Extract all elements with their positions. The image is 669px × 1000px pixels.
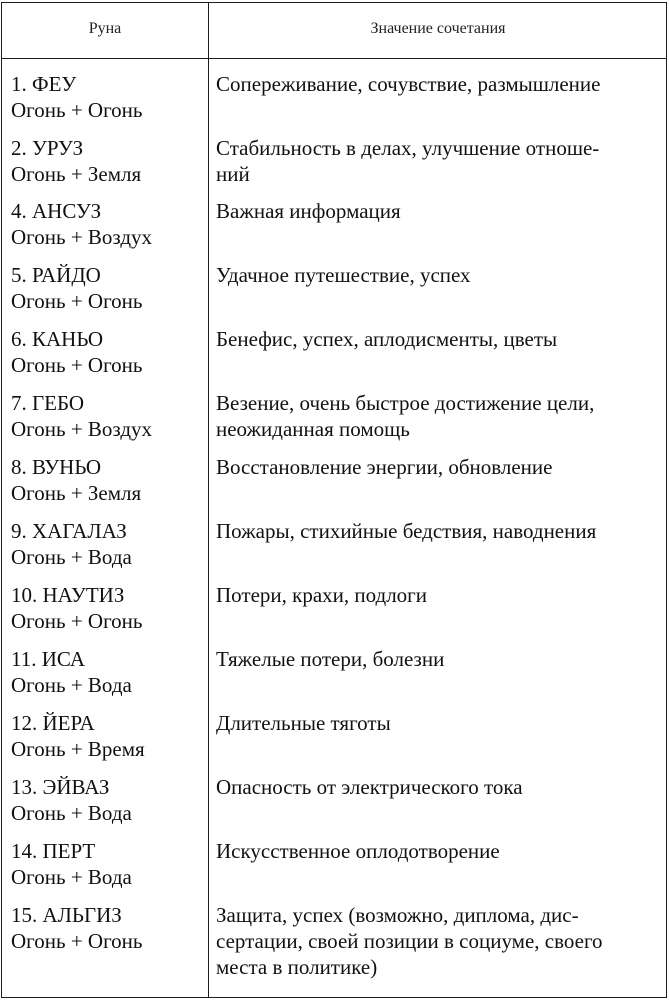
rune-cell <box>11 774 206 826</box>
table-row <box>2 518 666 582</box>
meaning-line: места в политике) <box>216 955 378 979</box>
meaning-line: Защита, успех (возможно, диплома, дис- <box>216 903 579 927</box>
table-row <box>2 710 666 774</box>
rune-name: 1. ФЕУ <box>11 72 77 96</box>
meaning-line: Сопереживание, сочувствие, размышление <box>216 72 601 96</box>
meaning-line: Тяжелые потери, болезни <box>216 647 445 671</box>
meaning-cell <box>216 774 656 800</box>
rune-elements: Огонь + Вода <box>11 673 132 697</box>
table-row <box>2 646 666 710</box>
table-row <box>2 326 666 390</box>
rune-name: 15. АЛЬГИЗ <box>11 903 122 927</box>
rune-cell <box>11 71 206 123</box>
rune-cell <box>11 646 206 698</box>
rune-name: 8. ВУНЬО <box>11 455 102 479</box>
table-header <box>2 3 666 59</box>
meaning-cell <box>216 326 656 352</box>
rune-elements: Огонь + Огонь <box>11 353 143 377</box>
rune-name: 2. УРУЗ <box>11 136 84 160</box>
table-row <box>2 838 666 902</box>
rune-elements: Огонь + Вода <box>11 545 132 569</box>
rune-elements: Огонь + Воздух <box>11 417 153 441</box>
rune-cell <box>11 454 206 506</box>
meaning-line: сертации, своей позиции в социуме, своего <box>216 929 603 953</box>
meaning-line: Важная информация <box>216 199 401 223</box>
rune-name: 12. ЙЕРА <box>11 711 95 735</box>
rune-cell <box>11 326 206 378</box>
rune-elements: Огонь + Огонь <box>11 609 143 633</box>
meaning-line: Удачное путешествие, успех <box>216 263 471 287</box>
meaning-cell <box>216 390 656 442</box>
table-row <box>2 135 666 198</box>
rune-table <box>1 2 667 998</box>
rune-name: 7. ГЕБО <box>11 391 85 415</box>
meaning-line: ний <box>216 162 250 186</box>
table-body <box>2 71 666 992</box>
table-row <box>2 390 666 454</box>
meaning-line: Пожары, стихийные бедствия, наводнения <box>216 519 597 543</box>
rune-name: 13. ЭЙВАЗ <box>11 775 110 799</box>
meaning-cell <box>216 71 656 97</box>
table-row <box>2 71 666 135</box>
rune-name: 9. ХАГАЛАЗ <box>11 519 127 543</box>
meaning-line: Восстановление энергии, обновление <box>216 455 553 479</box>
header-rune: Руна <box>88 20 122 37</box>
rune-elements: Огонь + Огонь <box>11 289 143 313</box>
meaning-cell <box>216 135 656 187</box>
rune-name: 5. РАЙДО <box>11 263 101 287</box>
rune-name: 6. КАНЬО <box>11 327 104 351</box>
rune-cell <box>11 135 206 187</box>
rune-elements: Огонь + Огонь <box>11 929 143 953</box>
rune-cell <box>11 198 206 250</box>
meaning-line: Стабильность в делах, улучшение отноше- <box>216 136 600 160</box>
rune-elements: Огонь + Вода <box>11 801 132 825</box>
rune-name: 4. АНСУЗ <box>11 199 102 223</box>
rune-elements: Огонь + Время <box>11 737 145 761</box>
meaning-line: Искусственное оплодотворение <box>216 839 500 863</box>
header-meaning: Значение сочетания <box>370 20 506 37</box>
rune-cell <box>11 838 206 890</box>
rune-elements: Огонь + Земля <box>11 481 142 505</box>
rune-cell <box>11 902 206 954</box>
rune-cell <box>11 262 206 314</box>
rune-cell <box>11 518 206 570</box>
meaning-cell <box>216 902 656 980</box>
rune-name: 11. ИСА <box>11 647 86 671</box>
rune-elements: Огонь + Земля <box>11 162 142 186</box>
rune-name: 10. НАУТИЗ <box>11 583 125 607</box>
table-row <box>2 774 666 838</box>
meaning-cell <box>216 518 656 544</box>
rune-cell <box>11 710 206 762</box>
meaning-line: неожиданная помощь <box>216 417 410 441</box>
meaning-line: Длительные тяготы <box>216 711 391 735</box>
rune-cell <box>11 582 206 634</box>
rune-elements: Огонь + Вода <box>11 865 132 889</box>
table-row <box>2 198 666 262</box>
table-row <box>2 262 666 326</box>
rune-elements: Огонь + Огонь <box>11 98 143 122</box>
meaning-cell <box>216 838 656 864</box>
table-row <box>2 902 666 992</box>
rune-cell <box>11 390 206 442</box>
meaning-cell <box>216 582 656 608</box>
meaning-cell <box>216 198 656 224</box>
meaning-cell <box>216 262 656 288</box>
meaning-cell <box>216 454 656 480</box>
table-row <box>2 582 666 646</box>
meaning-cell <box>216 646 656 672</box>
meaning-line: Опасность от электрического тока <box>216 775 523 799</box>
meaning-line: Потери, крахи, подлоги <box>216 583 428 607</box>
rune-name: 14. ПЕРТ <box>11 839 96 863</box>
meaning-cell <box>216 710 656 736</box>
meaning-line: Бенефис, успех, аплодисменты, цветы <box>216 327 558 351</box>
table-row <box>2 454 666 518</box>
meaning-line: Везение, очень быстрое достижение цели, <box>216 391 595 415</box>
rune-elements: Огонь + Воздух <box>11 225 153 249</box>
